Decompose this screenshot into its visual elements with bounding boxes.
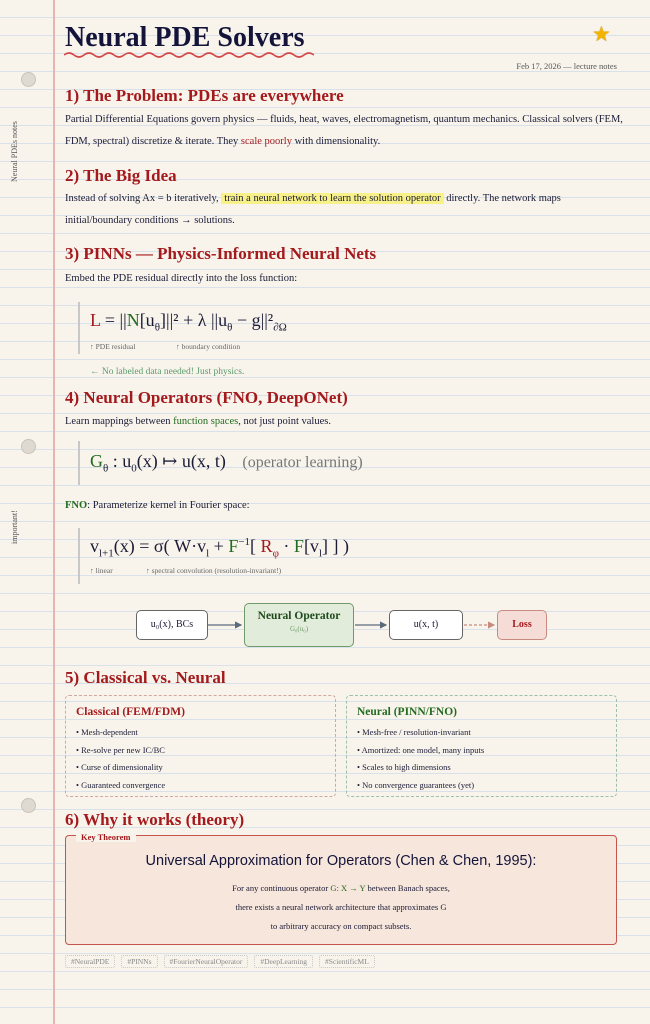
fno-formula <box>78 528 349 584</box>
theorem-title: Universal Approximation for Operators (Chen & Chen, 1995): <box>145 853 537 869</box>
date-label: Feb 17, 2026 — lecture notes <box>516 61 617 71</box>
list-item: • Guaranteed convergence <box>76 777 335 795</box>
f-u: [u <box>139 310 155 330</box>
fno-phi: φ <box>272 547 279 560</box>
star-icon: ★ <box>592 22 611 46</box>
page-title: Neural PDE Solvers <box>65 22 305 53</box>
punch-hole <box>21 439 36 454</box>
f-N: N <box>126 310 140 330</box>
list-item: • Curse of dimensionality <box>76 759 335 777</box>
theorem-tag: Key Theorem <box>76 832 136 842</box>
fno-F: F <box>228 536 239 556</box>
op-zero: 0 <box>131 462 137 475</box>
f-theta2: θ <box>227 321 233 334</box>
line1-b: between Banach spaces, <box>365 883 450 893</box>
fno-b: + <box>209 536 229 556</box>
section-4-intro <box>65 411 625 433</box>
theorem-line-2: there exists a neural network architecture that approximates G <box>235 902 447 912</box>
side-note-top: Neural PDEs notes <box>10 121 19 182</box>
s4-intro-green: function spaces <box>173 416 239 427</box>
punch-hole <box>21 798 36 813</box>
classical-title: Classical (FEM/FDM) <box>76 706 185 718</box>
flow-node-input: u₀(x), BCs <box>136 610 208 640</box>
fno-inv: −1 <box>238 536 251 548</box>
fno-a: (x) = σ( W·v <box>113 536 207 556</box>
operator-formula <box>78 441 363 485</box>
s4-intro-a: Learn mappings between <box>65 416 174 427</box>
list-item: • Mesh-dependent <box>76 724 335 742</box>
s4-intro-b: , not just point values. <box>238 416 331 427</box>
op-G: G <box>90 451 103 471</box>
title-underline <box>64 51 314 59</box>
neural-title: Neural (PINN/FNO) <box>357 706 457 718</box>
anno-boundary: ↑ boundary condition <box>176 341 241 351</box>
section-2-text <box>65 188 625 232</box>
fno-l1: l+1 <box>99 547 114 560</box>
fno-f: ] ] ) <box>322 536 349 556</box>
section-4-heading: 4) Neural Operators (FNO, DeepONet) <box>65 388 348 407</box>
op-mid: : u <box>108 451 132 471</box>
s2-text-a: Instead of solving Ax = b iteratively, <box>65 193 222 204</box>
theorem-line-3: to arbitrary accuracy on compact subsets. <box>270 921 412 931</box>
section-2-heading: 2) The Big Idea <box>65 166 177 185</box>
side-note-important: important! <box>10 510 19 544</box>
fno-v: v <box>90 536 99 556</box>
tag-chip: #NeuralPDE <box>65 955 115 968</box>
fno-R: R <box>260 536 273 556</box>
tag-list <box>65 955 375 968</box>
section-1-heading: 1) The Problem: PDEs are everywhere <box>65 86 344 105</box>
punch-hole <box>21 72 36 87</box>
flow-node-loss: Loss <box>497 610 547 640</box>
anno-spectral: ↑ spectral convolution (resolution-invariant!) <box>146 565 282 575</box>
fno-c: [ <box>250 536 261 556</box>
list-item: • No convergence guarantees (yet) <box>357 777 616 795</box>
theorem-line-1 <box>66 879 616 898</box>
list-item: • Amortized: one model, many inputs <box>357 742 616 760</box>
s2-text-b: directly. The network maps initial/boundary conditions → solutions. <box>65 193 561 226</box>
classical-list <box>66 724 335 794</box>
op-rest: (x) ↦ u(x, t) <box>136 451 226 471</box>
op-note: (operator learning) <box>242 454 363 471</box>
section-1-text <box>65 109 625 153</box>
pinn-note: ← No labeled data needed! Just physics. <box>90 367 245 377</box>
list-item: • Mesh-free / resolution-invariant <box>357 724 616 742</box>
neural-list <box>347 724 616 794</box>
pinn-loss-formula <box>78 302 287 354</box>
section-5-heading: 5) Classical vs. Neural <box>65 668 226 687</box>
tag-chip: #DeepLearning <box>254 955 313 968</box>
flow-main-label: Neural Operator <box>257 610 341 622</box>
s1-text-a: Partial Differential Equations govern physics — fluids, heat, waves, electromagnetism, quantum mechanics. Classical solvers (FEM, FDM, spectral) discretize & iterate. They <box>65 114 623 147</box>
anno-linear: ↑ linear <box>90 565 113 575</box>
line1-a: For any continuous operator <box>232 883 331 893</box>
list-item: • Scales to high dimensions <box>357 759 616 777</box>
fno-d: · <box>278 536 294 556</box>
tag-chip: #PINNs <box>121 955 157 968</box>
f-rest2: − g||² <box>232 310 274 330</box>
fno-e: [v <box>303 536 319 556</box>
flow-main-sub: G₀(u₀) <box>289 625 309 633</box>
fno-F2: F <box>293 536 304 556</box>
op-theta: θ <box>103 462 109 475</box>
section-3-intro: Embed the PDE residual directly into the loss function: <box>65 273 298 284</box>
s1-text-red: scale poorly <box>240 136 292 147</box>
fno-intro <box>65 495 625 517</box>
neural-card <box>346 695 617 797</box>
section-3-heading: 3) PINNs — Physics-Informed Neural Nets <box>65 244 377 263</box>
tag-chip: #FourierNeuralOperator <box>164 955 249 968</box>
theorem-body <box>66 879 616 936</box>
anno-pde-residual: ↑ PDE residual <box>90 341 136 351</box>
tag-chip: #ScientificML <box>319 955 375 968</box>
s2-highlight: train a neural network to learn the solution operator <box>221 193 443 204</box>
flow-node-operator <box>244 603 354 647</box>
s1-text-b: with dimensionality. <box>291 136 381 147</box>
fno-l: l <box>206 547 210 560</box>
fno-label: FNO <box>65 500 88 511</box>
line1-green: G: X → Y <box>330 883 366 893</box>
f-theta: θ <box>154 321 160 334</box>
margin-line <box>53 0 55 1024</box>
f-boundary: ∂Ω <box>273 321 287 334</box>
theorem-box <box>65 835 617 945</box>
fno-text: : Parameterize kernel in Fourier space: <box>87 500 250 511</box>
list-item: • Re-solve per new IC/BC <box>76 742 335 760</box>
f-rest1: ]||² + λ ||u <box>159 310 228 330</box>
f-L: L <box>90 310 101 330</box>
classical-card <box>65 695 336 797</box>
f-eq: = || <box>100 310 127 330</box>
fno-l2: l <box>318 547 322 560</box>
flow-node-output: u(x, t) <box>389 610 463 640</box>
section-6-heading: 6) Why it works (theory) <box>65 810 245 829</box>
